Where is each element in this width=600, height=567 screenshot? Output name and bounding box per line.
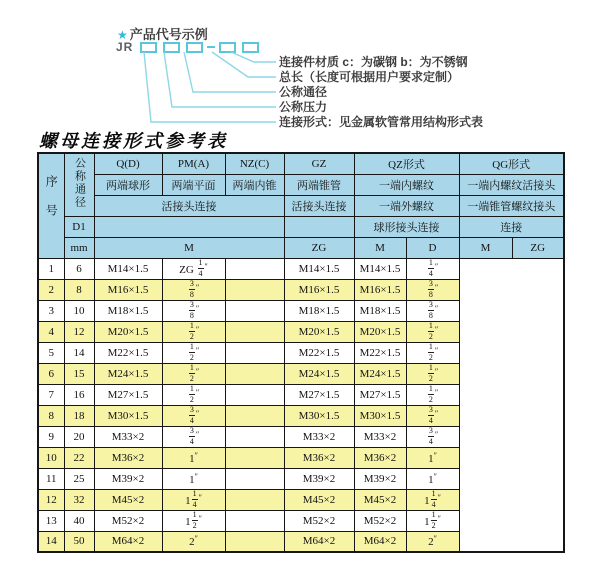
cell-no: 5 [38, 342, 64, 363]
header-qg-connection: 一端锥管螺纹接头 [459, 195, 564, 216]
header-qg-connection-label: 连接 [459, 216, 564, 237]
header-union-connection: 活接头连接 [94, 195, 284, 216]
cell-m: M27×1.5 [94, 384, 162, 405]
cell-m: M20×1.5 [94, 321, 162, 342]
cell-gz: 1 $\frac{1}{4}$ ″ [162, 489, 225, 510]
cell-qg-m: M36×2 [354, 447, 406, 468]
cell-dn: 8 [64, 279, 94, 300]
cell-qz-d: M30×1.5 [284, 405, 354, 426]
cell-qz-d: M39×2 [284, 468, 354, 489]
cell-qg-m: M27×1.5 [354, 384, 406, 405]
cell-gz: 1″ [162, 468, 225, 489]
diagram-label-connection: 连接形式：见金属软管常用结构形式表 [279, 114, 484, 129]
cell-m: M36×2 [94, 447, 162, 468]
header-blank-gz [284, 216, 354, 237]
cell-qz-d: M27×1.5 [284, 384, 354, 405]
cell-no: 11 [38, 468, 64, 489]
cell-no: 12 [38, 489, 64, 510]
header-col-qz: QZ形式 [354, 153, 459, 174]
cell-qz-d: M33×2 [284, 426, 354, 447]
cell-qg-zg: $\frac{3}{8}$ ″ [406, 279, 459, 300]
cell-qg-m: M14×1.5 [354, 258, 406, 279]
header-qz-type: 一端内螺纹 [354, 174, 459, 195]
cell-qg-zg: $\frac{1}{2}$ ″ [406, 321, 459, 342]
cell-qg-zg: 1 $\frac{1}{4}$ ″ [406, 489, 459, 510]
cell-no: 9 [38, 426, 64, 447]
cell-gz: $\frac{3}{4}$ ″ [162, 405, 225, 426]
header-col-gz: GZ [284, 153, 354, 174]
table-row [38, 321, 564, 342]
header-seq: 序号 [38, 153, 64, 258]
cell-qg-zg: $\frac{3}{4}$ ″ [406, 426, 459, 447]
cell-qz-d: M24×1.5 [284, 363, 354, 384]
cell-qz-m [225, 447, 284, 468]
cell-qg-zg: 1 $\frac{1}{2}$ ″ [406, 510, 459, 531]
cell-no: 8 [38, 405, 64, 426]
cell-qz-m [225, 426, 284, 447]
cell-dn: 32 [64, 489, 94, 510]
cell-qg-zg: $\frac{1}{2}$ ″ [406, 363, 459, 384]
header-d1: D1 [64, 216, 94, 237]
header-qz-ball-connection: 球形接头连接 [354, 216, 459, 237]
header-m-label: M [94, 237, 284, 258]
header-row-4 [38, 216, 564, 237]
header-gz-type: 两端锥管 [284, 174, 354, 195]
cell-no: 4 [38, 321, 64, 342]
cell-qz-d: M22×1.5 [284, 342, 354, 363]
header-row-2 [38, 174, 564, 195]
cell-qg-zg: $\frac{1}{2}$ ″ [406, 384, 459, 405]
cell-qg-m: M52×2 [354, 510, 406, 531]
cell-m: M16×1.5 [94, 279, 162, 300]
cell-gz: ZG $\frac{1}{4}$ ″ [162, 258, 225, 279]
cell-m: M14×1.5 [94, 258, 162, 279]
header-zg-label: ZG [284, 237, 354, 258]
cell-qz-m [225, 384, 284, 405]
cell-qz-m [225, 405, 284, 426]
cell-no: 14 [38, 531, 64, 552]
cell-qz-d: M64×2 [284, 531, 354, 552]
cell-no: 2 [38, 279, 64, 300]
cell-dn: 50 [64, 531, 94, 552]
table-row [38, 405, 564, 426]
star-icon: ★ [117, 28, 128, 42]
cell-m: M39×2 [94, 468, 162, 489]
cell-gz: $\frac{3}{8}$ ″ [162, 279, 225, 300]
cell-gz: $\frac{3}{8}$ ″ [162, 300, 225, 321]
cell-qz-d: M20×1.5 [284, 321, 354, 342]
cell-qg-zg: 1″ [406, 447, 459, 468]
cell-qg-m: M64×2 [354, 531, 406, 552]
cell-qg-m: M20×1.5 [354, 321, 406, 342]
cell-m: M24×1.5 [94, 363, 162, 384]
cell-no: 13 [38, 510, 64, 531]
table-row [38, 363, 564, 384]
cell-qz-d: M14×1.5 [284, 258, 354, 279]
product-code-prefix: JR [116, 40, 134, 54]
header-qg-zg-label: ZG [512, 237, 564, 258]
table-row [38, 342, 564, 363]
header-col-qg: QG形式 [459, 153, 564, 174]
cell-gz: $\frac{1}{2}$ ″ [162, 342, 225, 363]
cell-qg-zg: $\frac{1}{4}$ ″ [406, 258, 459, 279]
cell-dn: 10 [64, 300, 94, 321]
diagram-heading-text: 产品代号示例 [129, 27, 208, 42]
cell-qz-m [225, 258, 284, 279]
cell-m: M18×1.5 [94, 300, 162, 321]
cell-qg-m: M30×1.5 [354, 405, 406, 426]
cell-dn: 14 [64, 342, 94, 363]
table-row [38, 258, 564, 279]
table-row [38, 531, 564, 552]
cell-no: 10 [38, 447, 64, 468]
cell-qz-m [225, 300, 284, 321]
header-unit-mm: mm [64, 237, 94, 258]
cell-qg-m: M22×1.5 [354, 342, 406, 363]
header-col-nz: NZ(C) [225, 153, 284, 174]
cell-m: M45×2 [94, 489, 162, 510]
cell-m: M33×2 [94, 426, 162, 447]
cell-qz-m [225, 342, 284, 363]
diagram-label-diameter: 公称通径 [279, 85, 328, 99]
cell-qz-m [225, 510, 284, 531]
header-gz-connection: 活接头连接 [284, 195, 354, 216]
cell-qg-zg: $\frac{3}{8}$ ″ [406, 300, 459, 321]
header-qz-connection: 一端外螺纹 [354, 195, 459, 216]
cell-gz: 2″ [162, 531, 225, 552]
cell-m: M22×1.5 [94, 342, 162, 363]
cell-gz: 1 $\frac{1}{2}$ ″ [162, 510, 225, 531]
table-row [38, 384, 564, 405]
cell-dn: 15 [64, 363, 94, 384]
table-row [38, 300, 564, 321]
header-blank-left [94, 216, 284, 237]
cell-qg-m: M16×1.5 [354, 279, 406, 300]
cell-qg-m: M39×2 [354, 468, 406, 489]
cell-m: M30×1.5 [94, 405, 162, 426]
cell-gz: $\frac{1}{2}$ ″ [162, 363, 225, 384]
nut-connection-reference-table [37, 152, 565, 553]
cell-qg-m: M33×2 [354, 426, 406, 447]
header-qg-m-label: M [459, 237, 512, 258]
table-row [38, 489, 564, 510]
cell-qz-d: M45×2 [284, 489, 354, 510]
header-pm-type: 两端平面 [162, 174, 225, 195]
cell-dn: 12 [64, 321, 94, 342]
cell-qz-m [225, 531, 284, 552]
cell-dn: 20 [64, 426, 94, 447]
diagram-label-material: 连接件材质 c：为碳钢 b：为不锈钢 [279, 55, 468, 69]
header-q-type: 两端球形 [94, 174, 162, 195]
table-row [38, 279, 564, 300]
table-row [38, 468, 564, 489]
cell-no: 7 [38, 384, 64, 405]
table-row [38, 510, 564, 531]
cell-dn: 16 [64, 384, 94, 405]
header-dn: 公称通径 [64, 153, 94, 216]
cell-qz-m [225, 279, 284, 300]
header-qz-d-label: D [406, 237, 459, 258]
cell-qg-m: M24×1.5 [354, 363, 406, 384]
header-row-5 [38, 237, 564, 258]
cell-no: 3 [38, 300, 64, 321]
cell-qg-m: M18×1.5 [354, 300, 406, 321]
cell-gz: 1″ [162, 447, 225, 468]
table-row [38, 426, 564, 447]
cell-qz-m [225, 321, 284, 342]
cell-dn: 40 [64, 510, 94, 531]
cell-qz-m [225, 363, 284, 384]
cell-qz-d: M16×1.5 [284, 279, 354, 300]
cell-qg-zg: 1″ [406, 468, 459, 489]
cell-dn: 25 [64, 468, 94, 489]
cell-dn: 22 [64, 447, 94, 468]
diagram-label-pressure: 公称压力 [279, 99, 328, 114]
cell-gz: $\frac{3}{4}$ ″ [162, 426, 225, 447]
cell-qg-zg: 2″ [406, 531, 459, 552]
cell-m: M64×2 [94, 531, 162, 552]
cell-qz-d: M36×2 [284, 447, 354, 468]
cell-dn: 18 [64, 405, 94, 426]
diagram-label-length: 总长（长度可根据用户要求定制） [279, 70, 460, 84]
cell-qg-m: M45×2 [354, 489, 406, 510]
table-row [38, 447, 564, 468]
table-body [38, 258, 564, 552]
cell-gz: $\frac{1}{2}$ ″ [162, 321, 225, 342]
header-qz-m-label: M [354, 237, 406, 258]
header-row-1 [38, 153, 564, 174]
cell-no: 6 [38, 363, 64, 384]
cell-qz-m [225, 468, 284, 489]
cell-qz-d: M52×2 [284, 510, 354, 531]
header-col-q: Q(D) [94, 153, 162, 174]
cell-qz-m [225, 489, 284, 510]
header-row-3 [38, 195, 564, 216]
cell-m: M52×2 [94, 510, 162, 531]
header-nz-type: 两端内锥 [225, 174, 284, 195]
header-qg-type: 一端内螺纹活接头 [459, 174, 564, 195]
cell-gz: $\frac{1}{2}$ ″ [162, 384, 225, 405]
cell-dn: 6 [64, 258, 94, 279]
cell-qg-zg: $\frac{1}{2}$ ″ [406, 342, 459, 363]
cell-no: 1 [38, 258, 64, 279]
cell-qg-zg: $\frac{3}{4}$ ″ [406, 405, 459, 426]
cell-qz-d: M18×1.5 [284, 300, 354, 321]
table-title: 螺母连接形式参考表 [39, 131, 228, 151]
header-col-pm: PM(A) [162, 153, 225, 174]
